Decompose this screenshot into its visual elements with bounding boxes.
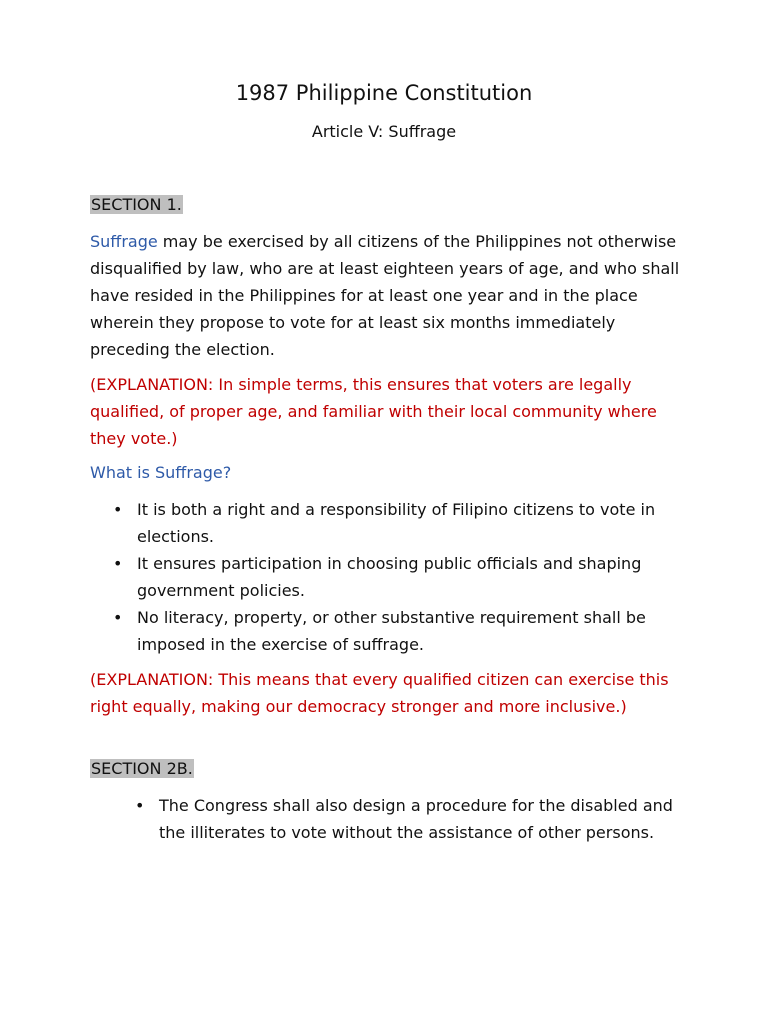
list-item-text: The Congress shall also design a procedure for the disabled and the illiterates to vote without the assistance of other persons. — [159, 796, 673, 842]
section-1-explanation: (EXPLANATION: In simple terms, this ensures that voters are legally qualified, of proper age, and familiar with their local community where they vote.) — [90, 375, 657, 448]
section-2b-heading — [90, 757, 194, 781]
bullet-icon: • — [135, 796, 145, 815]
section-1-heading-label: SECTION 1. — [91, 195, 182, 214]
section-2b-list — [135, 792, 680, 846]
document-title: 1987 Philippine Constitution — [235, 81, 533, 105]
bullet-icon: • — [113, 554, 123, 573]
list-item — [135, 792, 680, 846]
list-item — [113, 604, 673, 658]
what-is-suffrage-list — [113, 496, 673, 658]
list-item-text: It ensures participation in choosing public officials and shaping government policies. — [137, 554, 642, 600]
section-1-heading — [90, 193, 183, 217]
list-item — [113, 496, 673, 550]
list-item-text: No literacy, property, or other substantive requirement shall be imposed in the exercise of suffrage. — [137, 608, 646, 654]
section-1-text: may be exercised by all citizens of the Philippines not otherwise disqualified by law, who are at least eighteen years of age, and who shall have resided in the Philippines for at least one year and in the place wherein they propose to vote for at least six months immediately preceding the election. — [90, 232, 680, 359]
list-item-text: It is both a right and a responsibility of Filipino citizens to vote in elections. — [137, 500, 656, 546]
list-item — [113, 550, 673, 604]
bullet-icon: • — [113, 608, 123, 627]
suffrage-explanation: (EXPLANATION: This means that every qualified citizen can exercise this right equally, making our democracy stronger and more inclusive.) — [90, 670, 669, 716]
bullet-icon: • — [113, 500, 123, 519]
suffrage-term: Suffrage — [90, 232, 158, 251]
section-1-paragraph — [90, 228, 680, 363]
document-subtitle: Article V: Suffrage — [311, 122, 457, 141]
section-2b-heading-label: SECTION 2B. — [91, 759, 193, 778]
what-is-suffrage-heading: What is Suffrage? — [90, 463, 232, 482]
